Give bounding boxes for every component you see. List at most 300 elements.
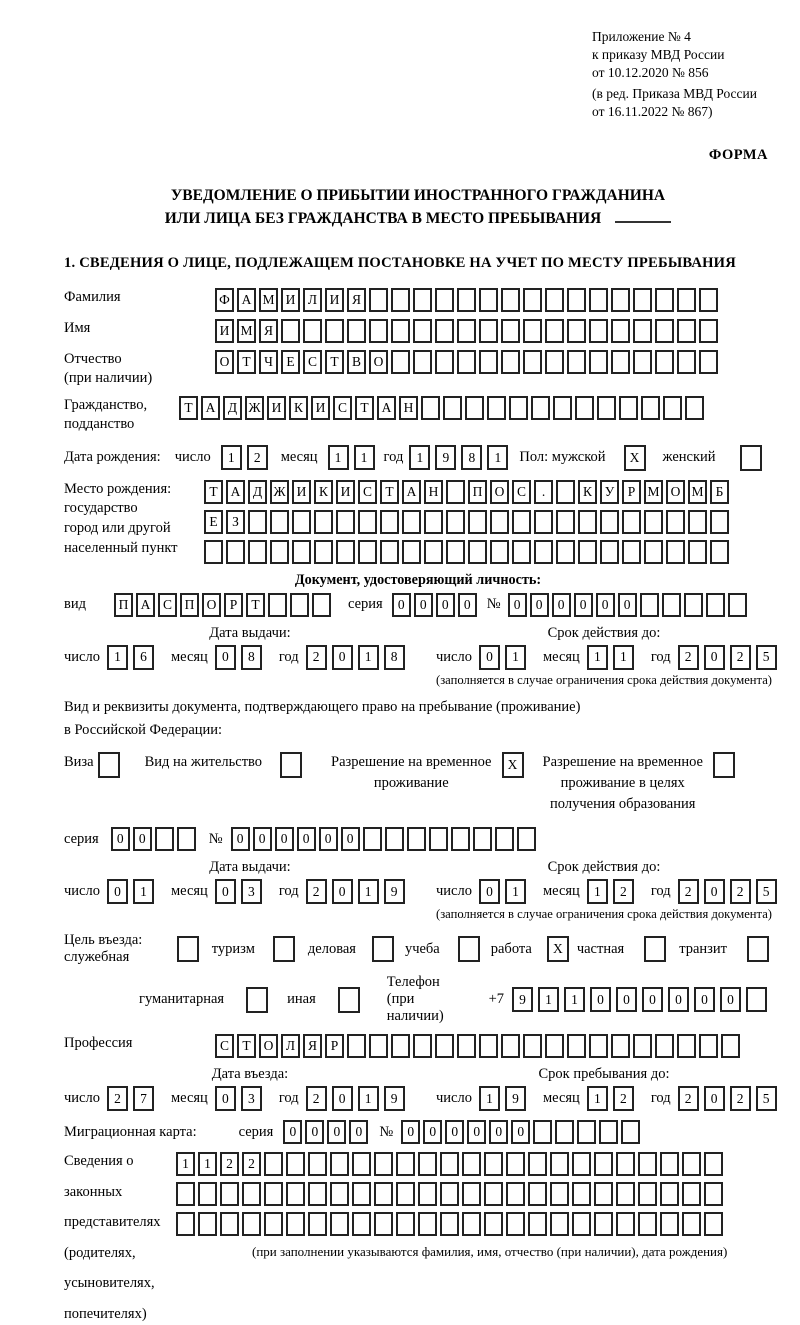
char-cell[interactable]	[457, 288, 476, 312]
doc-number-cells[interactable]	[508, 593, 750, 617]
char-cell[interactable]	[273, 936, 295, 962]
char-cell[interactable]: Т	[204, 480, 223, 504]
char-cell[interactable]: 0	[319, 827, 338, 851]
char-cell[interactable]: 0	[414, 593, 433, 617]
char-cell[interactable]: И	[267, 396, 286, 420]
char-cell[interactable]: Р	[325, 1034, 344, 1058]
char-cell[interactable]	[487, 396, 506, 420]
char-cell[interactable]: 0	[327, 1120, 346, 1144]
char-cell[interactable]	[746, 987, 767, 1012]
char-cell[interactable]: К	[314, 480, 333, 504]
issue-date1-year-cells[interactable]	[306, 645, 410, 670]
char-cell[interactable]	[638, 1152, 657, 1176]
profession-cells[interactable]	[215, 1034, 743, 1058]
char-cell[interactable]: Т	[380, 480, 399, 504]
char-cell[interactable]	[575, 396, 594, 420]
char-cell[interactable]	[402, 510, 421, 534]
char-cell[interactable]	[619, 396, 638, 420]
char-cell[interactable]: 2	[678, 879, 699, 904]
char-cell[interactable]: А	[226, 480, 245, 504]
char-cell[interactable]: 1	[354, 445, 375, 470]
char-cell[interactable]: 2	[678, 645, 699, 670]
char-cell[interactable]: 0	[694, 987, 715, 1012]
char-cell[interactable]	[290, 593, 309, 617]
char-cell[interactable]	[220, 1182, 239, 1206]
char-cell[interactable]	[484, 1212, 503, 1236]
char-cell[interactable]: 0	[231, 827, 250, 851]
char-cell[interactable]: Т	[237, 1034, 256, 1058]
char-cell[interactable]: 2	[613, 879, 634, 904]
migration-series-cells[interactable]	[283, 1120, 371, 1144]
char-cell[interactable]	[567, 350, 586, 374]
char-cell[interactable]	[421, 396, 440, 420]
doc-type-cells[interactable]	[114, 593, 334, 617]
char-cell[interactable]	[457, 350, 476, 374]
char-cell[interactable]	[706, 593, 725, 617]
char-cell[interactable]	[578, 540, 597, 564]
char-cell[interactable]: С	[303, 350, 322, 374]
temp-residence-checkbox[interactable]	[502, 752, 527, 778]
char-cell[interactable]: И	[336, 480, 355, 504]
char-cell[interactable]	[523, 319, 542, 343]
char-cell[interactable]	[330, 1152, 349, 1176]
char-cell[interactable]: 2	[107, 1086, 128, 1111]
char-cell[interactable]	[391, 319, 410, 343]
char-cell[interactable]: 2	[730, 879, 751, 904]
char-cell[interactable]	[710, 540, 729, 564]
residence-series-cells[interactable]	[111, 827, 199, 851]
char-cell[interactable]	[578, 510, 597, 534]
char-cell[interactable]	[545, 319, 564, 343]
char-cell[interactable]	[704, 1152, 723, 1176]
char-cell[interactable]	[534, 540, 553, 564]
purpose-private-checkbox[interactable]	[644, 936, 669, 962]
char-cell[interactable]	[374, 1182, 393, 1206]
entry-date-year-cells[interactable]	[306, 1086, 410, 1111]
char-cell[interactable]	[424, 510, 443, 534]
char-cell[interactable]	[677, 1034, 696, 1058]
char-cell[interactable]: X	[502, 752, 524, 778]
issue-date2-day-cells[interactable]	[107, 879, 159, 904]
char-cell[interactable]	[443, 396, 462, 420]
char-cell[interactable]	[435, 319, 454, 343]
char-cell[interactable]	[550, 1152, 569, 1176]
char-cell[interactable]: К	[289, 396, 308, 420]
birthdate-year-cells[interactable]	[409, 445, 513, 470]
char-cell[interactable]: 9	[512, 987, 533, 1012]
char-cell[interactable]	[176, 1212, 195, 1236]
char-cell[interactable]	[248, 510, 267, 534]
char-cell[interactable]	[600, 540, 619, 564]
char-cell[interactable]: 0	[618, 593, 637, 617]
char-cell[interactable]	[479, 1034, 498, 1058]
char-cell[interactable]: 0	[107, 879, 128, 904]
char-cell[interactable]	[567, 288, 586, 312]
char-cell[interactable]	[550, 1212, 569, 1236]
char-cell[interactable]	[589, 319, 608, 343]
char-cell[interactable]	[553, 396, 572, 420]
char-cell[interactable]: 0	[392, 593, 411, 617]
char-cell[interactable]: Ж	[270, 480, 289, 504]
char-cell[interactable]: 0	[436, 593, 455, 617]
char-cell[interactable]	[413, 350, 432, 374]
char-cell[interactable]	[506, 1212, 525, 1236]
char-cell[interactable]	[655, 350, 674, 374]
char-cell[interactable]: 1	[198, 1152, 217, 1176]
residence-permit-checkbox[interactable]	[280, 752, 305, 778]
char-cell[interactable]: 0	[332, 1086, 353, 1111]
char-cell[interactable]	[330, 1212, 349, 1236]
char-cell[interactable]: 3	[241, 1086, 262, 1111]
char-cell[interactable]: 9	[505, 1086, 526, 1111]
char-cell[interactable]: В	[347, 350, 366, 374]
char-cell[interactable]: 0	[596, 593, 615, 617]
char-cell[interactable]	[177, 936, 199, 962]
char-cell[interactable]	[728, 593, 747, 617]
char-cell[interactable]	[594, 1212, 613, 1236]
char-cell[interactable]: .	[534, 480, 553, 504]
char-cell[interactable]: У	[600, 480, 619, 504]
char-cell[interactable]: 0	[467, 1120, 486, 1144]
char-cell[interactable]: П	[180, 593, 199, 617]
char-cell[interactable]	[458, 936, 480, 962]
char-cell[interactable]: 1	[613, 645, 634, 670]
char-cell[interactable]	[556, 480, 575, 504]
char-cell[interactable]	[495, 827, 514, 851]
char-cell[interactable]	[655, 288, 674, 312]
char-cell[interactable]: 0	[642, 987, 663, 1012]
char-cell[interactable]: 1	[587, 879, 608, 904]
char-cell[interactable]	[369, 319, 388, 343]
char-cell[interactable]	[479, 319, 498, 343]
char-cell[interactable]	[220, 1212, 239, 1236]
char-cell[interactable]: Д	[223, 396, 242, 420]
char-cell[interactable]	[523, 288, 542, 312]
char-cell[interactable]: 0	[349, 1120, 368, 1144]
char-cell[interactable]: 0	[133, 827, 152, 851]
char-cell[interactable]	[684, 593, 703, 617]
char-cell[interactable]	[352, 1212, 371, 1236]
char-cell[interactable]: И	[325, 288, 344, 312]
char-cell[interactable]	[347, 319, 366, 343]
char-cell[interactable]	[611, 288, 630, 312]
char-cell[interactable]	[616, 1152, 635, 1176]
surname-cells[interactable]	[215, 288, 721, 312]
char-cell[interactable]	[533, 1120, 552, 1144]
char-cell[interactable]	[462, 1152, 481, 1176]
char-cell[interactable]: Е	[281, 350, 300, 374]
char-cell[interactable]: 1	[505, 879, 526, 904]
char-cell[interactable]: 6	[133, 645, 154, 670]
char-cell[interactable]	[440, 1182, 459, 1206]
valid-until2-month-cells[interactable]	[587, 879, 639, 904]
char-cell[interactable]: О	[259, 1034, 278, 1058]
char-cell[interactable]: Ф	[215, 288, 234, 312]
char-cell[interactable]	[512, 540, 531, 564]
char-cell[interactable]	[281, 319, 300, 343]
char-cell[interactable]	[682, 1212, 701, 1236]
char-cell[interactable]	[280, 752, 302, 778]
char-cell[interactable]: 0	[479, 645, 500, 670]
char-cell[interactable]: 1	[538, 987, 559, 1012]
char-cell[interactable]: 1	[358, 879, 379, 904]
char-cell[interactable]	[572, 1212, 591, 1236]
char-cell[interactable]	[176, 1182, 195, 1206]
char-cell[interactable]: Т	[179, 396, 198, 420]
char-cell[interactable]: О	[215, 350, 234, 374]
char-cell[interactable]: Р	[622, 480, 641, 504]
char-cell[interactable]	[396, 1152, 415, 1176]
char-cell[interactable]	[663, 396, 682, 420]
char-cell[interactable]	[446, 510, 465, 534]
char-cell[interactable]	[555, 1120, 574, 1144]
char-cell[interactable]	[314, 540, 333, 564]
char-cell[interactable]	[308, 1152, 327, 1176]
char-cell[interactable]: Т	[237, 350, 256, 374]
char-cell[interactable]: 2	[678, 1086, 699, 1111]
char-cell[interactable]	[640, 593, 659, 617]
char-cell[interactable]	[509, 396, 528, 420]
char-cell[interactable]	[226, 540, 245, 564]
char-cell[interactable]	[286, 1152, 305, 1176]
char-cell[interactable]	[270, 510, 289, 534]
char-cell[interactable]	[599, 1120, 618, 1144]
char-cell[interactable]	[369, 288, 388, 312]
char-cell[interactable]: А	[201, 396, 220, 420]
char-cell[interactable]: П	[468, 480, 487, 504]
char-cell[interactable]	[644, 540, 663, 564]
char-cell[interactable]	[435, 288, 454, 312]
char-cell[interactable]: 0	[111, 827, 130, 851]
char-cell[interactable]	[699, 288, 718, 312]
char-cell[interactable]	[242, 1212, 261, 1236]
char-cell[interactable]	[512, 510, 531, 534]
visa-checkbox[interactable]	[98, 752, 123, 778]
char-cell[interactable]: Ч	[259, 350, 278, 374]
char-cell[interactable]: Т	[325, 350, 344, 374]
char-cell[interactable]: 0	[668, 987, 689, 1012]
char-cell[interactable]: 0	[574, 593, 593, 617]
char-cell[interactable]: А	[377, 396, 396, 420]
issue-date1-month-cells[interactable]	[215, 645, 267, 670]
char-cell[interactable]: П	[114, 593, 133, 617]
char-cell[interactable]	[677, 319, 696, 343]
char-cell[interactable]	[418, 1212, 437, 1236]
char-cell[interactable]: 0	[590, 987, 611, 1012]
char-cell[interactable]: Д	[248, 480, 267, 504]
char-cell[interactable]	[699, 350, 718, 374]
char-cell[interactable]: 8	[384, 645, 405, 670]
char-cell[interactable]	[413, 288, 432, 312]
char-cell[interactable]: И	[292, 480, 311, 504]
name-cells[interactable]	[215, 319, 721, 343]
char-cell[interactable]: 8	[461, 445, 482, 470]
char-cell[interactable]: 2	[247, 445, 268, 470]
char-cell[interactable]: 0	[283, 1120, 302, 1144]
migration-number-cells[interactable]	[401, 1120, 643, 1144]
char-cell[interactable]: 0	[341, 827, 360, 851]
char-cell[interactable]: 2	[220, 1152, 239, 1176]
char-cell[interactable]	[457, 319, 476, 343]
char-cell[interactable]: С	[512, 480, 531, 504]
char-cell[interactable]	[594, 1152, 613, 1176]
char-cell[interactable]: Я	[259, 319, 278, 343]
char-cell[interactable]	[440, 1212, 459, 1236]
char-cell[interactable]: 0	[720, 987, 741, 1012]
char-cell[interactable]	[501, 288, 520, 312]
purpose-business-checkbox[interactable]	[372, 936, 397, 962]
char-cell[interactable]	[352, 1182, 371, 1206]
char-cell[interactable]	[286, 1182, 305, 1206]
char-cell[interactable]: 0	[616, 987, 637, 1012]
char-cell[interactable]	[462, 1182, 481, 1206]
char-cell[interactable]: 3	[241, 879, 262, 904]
phone-cells[interactable]	[512, 987, 772, 1012]
char-cell[interactable]: О	[490, 480, 509, 504]
char-cell[interactable]	[440, 1152, 459, 1176]
sex-female-checkbox[interactable]	[740, 445, 765, 471]
char-cell[interactable]	[380, 510, 399, 534]
char-cell[interactable]	[501, 1034, 520, 1058]
entry-date-day-cells[interactable]	[107, 1086, 159, 1111]
char-cell[interactable]	[506, 1152, 525, 1176]
char-cell[interactable]	[462, 1212, 481, 1236]
char-cell[interactable]	[479, 350, 498, 374]
char-cell[interactable]	[600, 510, 619, 534]
char-cell[interactable]: О	[369, 350, 388, 374]
char-cell[interactable]	[292, 540, 311, 564]
char-cell[interactable]	[418, 1182, 437, 1206]
char-cell[interactable]: 0	[704, 645, 725, 670]
char-cell[interactable]	[567, 319, 586, 343]
char-cell[interactable]	[358, 510, 377, 534]
char-cell[interactable]: А	[237, 288, 256, 312]
purpose-tourism-checkbox[interactable]	[273, 936, 298, 962]
char-cell[interactable]	[336, 510, 355, 534]
char-cell[interactable]	[468, 540, 487, 564]
char-cell[interactable]	[572, 1182, 591, 1206]
char-cell[interactable]	[435, 350, 454, 374]
char-cell[interactable]	[545, 350, 564, 374]
char-cell[interactable]: 1	[133, 879, 154, 904]
char-cell[interactable]	[747, 936, 769, 962]
char-cell[interactable]: Р	[224, 593, 243, 617]
char-cell[interactable]	[501, 319, 520, 343]
char-cell[interactable]	[682, 1182, 701, 1206]
char-cell[interactable]	[710, 510, 729, 534]
char-cell[interactable]: 7	[133, 1086, 154, 1111]
char-cell[interactable]: 0	[332, 879, 353, 904]
char-cell[interactable]: 1	[176, 1152, 195, 1176]
char-cell[interactable]: 1	[409, 445, 430, 470]
char-cell[interactable]: 0	[215, 1086, 236, 1111]
char-cell[interactable]	[688, 540, 707, 564]
char-cell[interactable]: 2	[730, 645, 751, 670]
birthplace-cells-row3[interactable]	[204, 540, 732, 564]
char-cell[interactable]: Я	[347, 288, 366, 312]
char-cell[interactable]	[468, 510, 487, 534]
purpose-study-checkbox[interactable]	[458, 936, 483, 962]
char-cell[interactable]	[616, 1182, 635, 1206]
char-cell[interactable]	[435, 1034, 454, 1058]
char-cell[interactable]	[589, 350, 608, 374]
char-cell[interactable]	[98, 752, 120, 778]
char-cell[interactable]	[374, 1152, 393, 1176]
char-cell[interactable]	[655, 319, 674, 343]
char-cell[interactable]: Н	[399, 396, 418, 420]
char-cell[interactable]: С	[358, 480, 377, 504]
purpose-transit-checkbox[interactable]	[747, 936, 772, 962]
char-cell[interactable]	[246, 987, 268, 1013]
char-cell[interactable]	[308, 1212, 327, 1236]
birthplace-cells-row1[interactable]	[204, 480, 732, 504]
char-cell[interactable]: 0	[458, 593, 477, 617]
char-cell[interactable]	[704, 1182, 723, 1206]
char-cell[interactable]: 1	[221, 445, 242, 470]
char-cell[interactable]	[622, 540, 641, 564]
char-cell[interactable]: 0	[445, 1120, 464, 1144]
char-cell[interactable]	[528, 1152, 547, 1176]
char-cell[interactable]	[638, 1182, 657, 1206]
char-cell[interactable]: 0	[401, 1120, 420, 1144]
char-cell[interactable]	[429, 827, 448, 851]
char-cell[interactable]: 0	[704, 1086, 725, 1111]
char-cell[interactable]: Н	[424, 480, 443, 504]
char-cell[interactable]	[616, 1212, 635, 1236]
char-cell[interactable]: 2	[306, 1086, 327, 1111]
char-cell[interactable]	[589, 288, 608, 312]
char-cell[interactable]	[556, 510, 575, 534]
char-cell[interactable]	[531, 396, 550, 420]
char-cell[interactable]	[198, 1212, 217, 1236]
char-cell[interactable]: 1	[358, 645, 379, 670]
stay-until-year-cells[interactable]	[678, 1086, 782, 1111]
char-cell[interactable]: М	[688, 480, 707, 504]
char-cell[interactable]: 0	[275, 827, 294, 851]
char-cell[interactable]: 0	[297, 827, 316, 851]
char-cell[interactable]	[721, 1034, 740, 1058]
char-cell[interactable]	[611, 1034, 630, 1058]
char-cell[interactable]	[611, 350, 630, 374]
purpose-official-checkbox[interactable]	[177, 936, 202, 962]
char-cell[interactable]	[699, 319, 718, 343]
char-cell[interactable]: 1	[107, 645, 128, 670]
purpose-humanitarian-checkbox[interactable]	[246, 987, 271, 1013]
char-cell[interactable]	[358, 540, 377, 564]
char-cell[interactable]	[330, 1182, 349, 1206]
char-cell[interactable]: 5	[756, 645, 777, 670]
char-cell[interactable]: М	[237, 319, 256, 343]
char-cell[interactable]: 0	[508, 593, 527, 617]
char-cell[interactable]	[528, 1182, 547, 1206]
char-cell[interactable]	[372, 936, 394, 962]
char-cell[interactable]	[633, 1034, 652, 1058]
char-cell[interactable]: 9	[384, 879, 405, 904]
char-cell[interactable]	[501, 350, 520, 374]
purpose-other-checkbox[interactable]	[338, 987, 363, 1013]
char-cell[interactable]: К	[578, 480, 597, 504]
char-cell[interactable]	[545, 288, 564, 312]
char-cell[interactable]	[352, 1152, 371, 1176]
legal-reps-cells-row3[interactable]	[176, 1212, 772, 1236]
char-cell[interactable]	[660, 1152, 679, 1176]
valid-until1-year-cells[interactable]	[678, 645, 782, 670]
valid-until1-month-cells[interactable]	[587, 645, 639, 670]
char-cell[interactable]	[685, 396, 704, 420]
char-cell[interactable]	[633, 288, 652, 312]
char-cell[interactable]: М	[644, 480, 663, 504]
char-cell[interactable]	[556, 540, 575, 564]
